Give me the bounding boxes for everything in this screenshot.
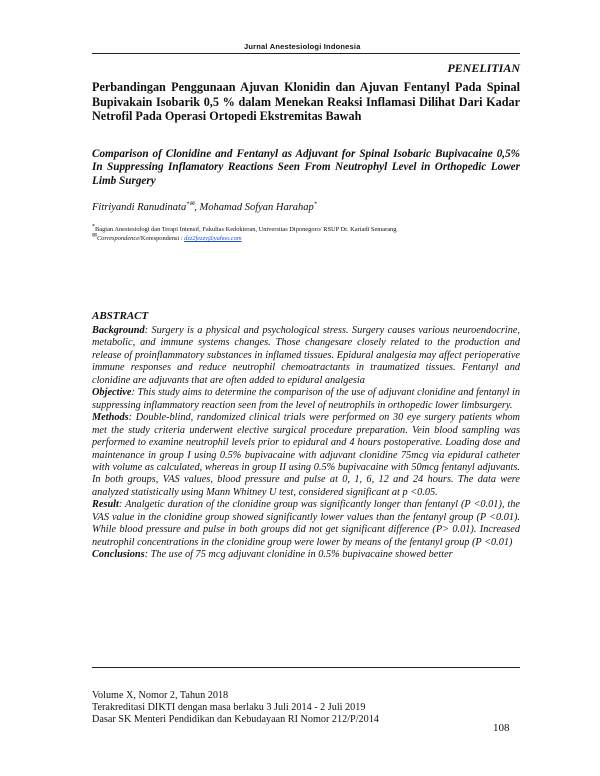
footer-volume: Volume X, Nomor 2, Tahun 2018 [92, 690, 229, 701]
affiliation-text: Bagian Anestesiologi dan Terapi Intensif, Fakultas Kedokteran, Universitas Diponegoro/ RSUP Dr. Kariadi Semarang [95, 226, 397, 233]
author-mark: *✉ [186, 201, 195, 208]
footer-accreditation: Terakreditasi DIKTI dengan masa berlaku 3 Juli 2014 - 2 Juli 2019 [92, 701, 366, 713]
page-footer [92, 690, 379, 725]
author-name: Fitriyandi Ranudinata [92, 202, 187, 213]
result-label: Result [92, 499, 119, 511]
author-separator: , [194, 202, 200, 213]
abstract-objective [92, 387, 520, 412]
title-indonesian: Perbandingan Penggunaan Ajuvan Klonidin dan Ajuvan Fentanyl Pada Spinal Bupivakain Isobarik 0,5 % dalam Menekan Reaksi Inflamasi Dilihat Dari Kadar Netrofil Pada Operasi Ortopedi Ekstremitas Bawah [92, 80, 520, 124]
result-text: : Analgetic duration of the clonidine group was significantly longer than fentanyl (P <0.01), the VAS value in the clonidine group showed significantly lower values than the fentanyl group (P <0.01). While blood pressure and pulse in both groups did not get significant difference (P> 0.01). Increased neutrophil concentrations in the clonidine group were lower by means of the fentanyl group (P <0.01) [92, 499, 520, 548]
methods-label: Methods [92, 412, 129, 424]
methods-text: : Double-blind, randomized clinical trials were performed on 30 eye surgery patients whom met the study criteria underwent elective surgical procedure preparation. Vein blood sampling was performed to examine neutrophil levels prior to epidural and 4 hours postoperative. Loading dose and maintenance in group I using 0.5% bupivacaine with adjuvant clonidine 75mcg via epidural catheter with volume as calculated, whereas in group II using 0.5% bupivacaine with 50mcg fentanyl adjuvants. In both groups, VAS values, blood pressure and pulse at 0, 1, 6, 12 and 24 hours. The data were analyzed statistically using Mann Whitney U test, considered significant at p <0.05. [92, 412, 520, 498]
affiliation [92, 223, 520, 234]
correspondence-label: Correspondence [97, 235, 140, 242]
page-number: 108 [493, 722, 510, 734]
objective-text: : This study aims to determine the comparison of the use of adjuvant clonidine and fentanyl in suppressing inflammatory reaction seen from the level of neutrophils in orthopedic lower limbsurgery. [92, 387, 520, 411]
conclusions-text: : The use of 75 mcg adjuvant clonidine in 0.5% bupivacaine showed better [144, 549, 453, 561]
footer-decree: Dasar SK Menteri Pendidikan dan Kebudayaan RI Nomor 212/P/2014 [92, 713, 379, 725]
author-list [92, 202, 317, 213]
abstract-heading: ABSTRACT [92, 310, 149, 322]
title-english: Comparison of Clonidine and Fentanyl as Adjuvant for Spinal Isobaric Bupivacaine 0,5% In Suppressing Inflamatory Reactions Seen From Neutrophyl Level in Orthopedic Lower Limb Surgery [92, 148, 520, 187]
envelope-icon: ✉ [92, 232, 98, 239]
header-rule [92, 53, 520, 54]
background-text: : Surgery is a physical and psychological stress. Surgery causes various neuroendocrine, metabolic, and immune systems changes. Those changesare closely related to the production and release of proinflammatory substances in inflamed tissues. Epidural analgesia may affect perioperative immune responses and reduce neutrophil chemoatractants in traumatized tissues. Fentanyl and clonidine are adjuvants that are often added to epidural analgesia [92, 325, 520, 386]
abstract-conclusions [92, 549, 520, 561]
author-mark: * [313, 201, 317, 208]
objective-label: Objective [92, 387, 132, 399]
background-label: Background [92, 325, 145, 336]
conclusions-label: Conclusions [92, 549, 145, 561]
email-link[interactable]: dzz2fezzy@yahoo.com [184, 235, 242, 242]
affiliation-mark: * [92, 223, 95, 230]
abstract-result [92, 499, 520, 549]
correspondence-separator: /Korespondensi : [139, 235, 185, 242]
journal-running-header: Jurnal Anestesiologi Indonesia [244, 42, 361, 51]
abstract-body [92, 325, 520, 562]
footer-rule [92, 667, 520, 668]
abstract-background [92, 325, 520, 387]
correspondence [92, 232, 520, 243]
abstract-methods [92, 412, 520, 499]
section-label: PENELITIAN [447, 61, 520, 75]
author-name: Mohamad Sofyan Harahap [199, 202, 314, 213]
